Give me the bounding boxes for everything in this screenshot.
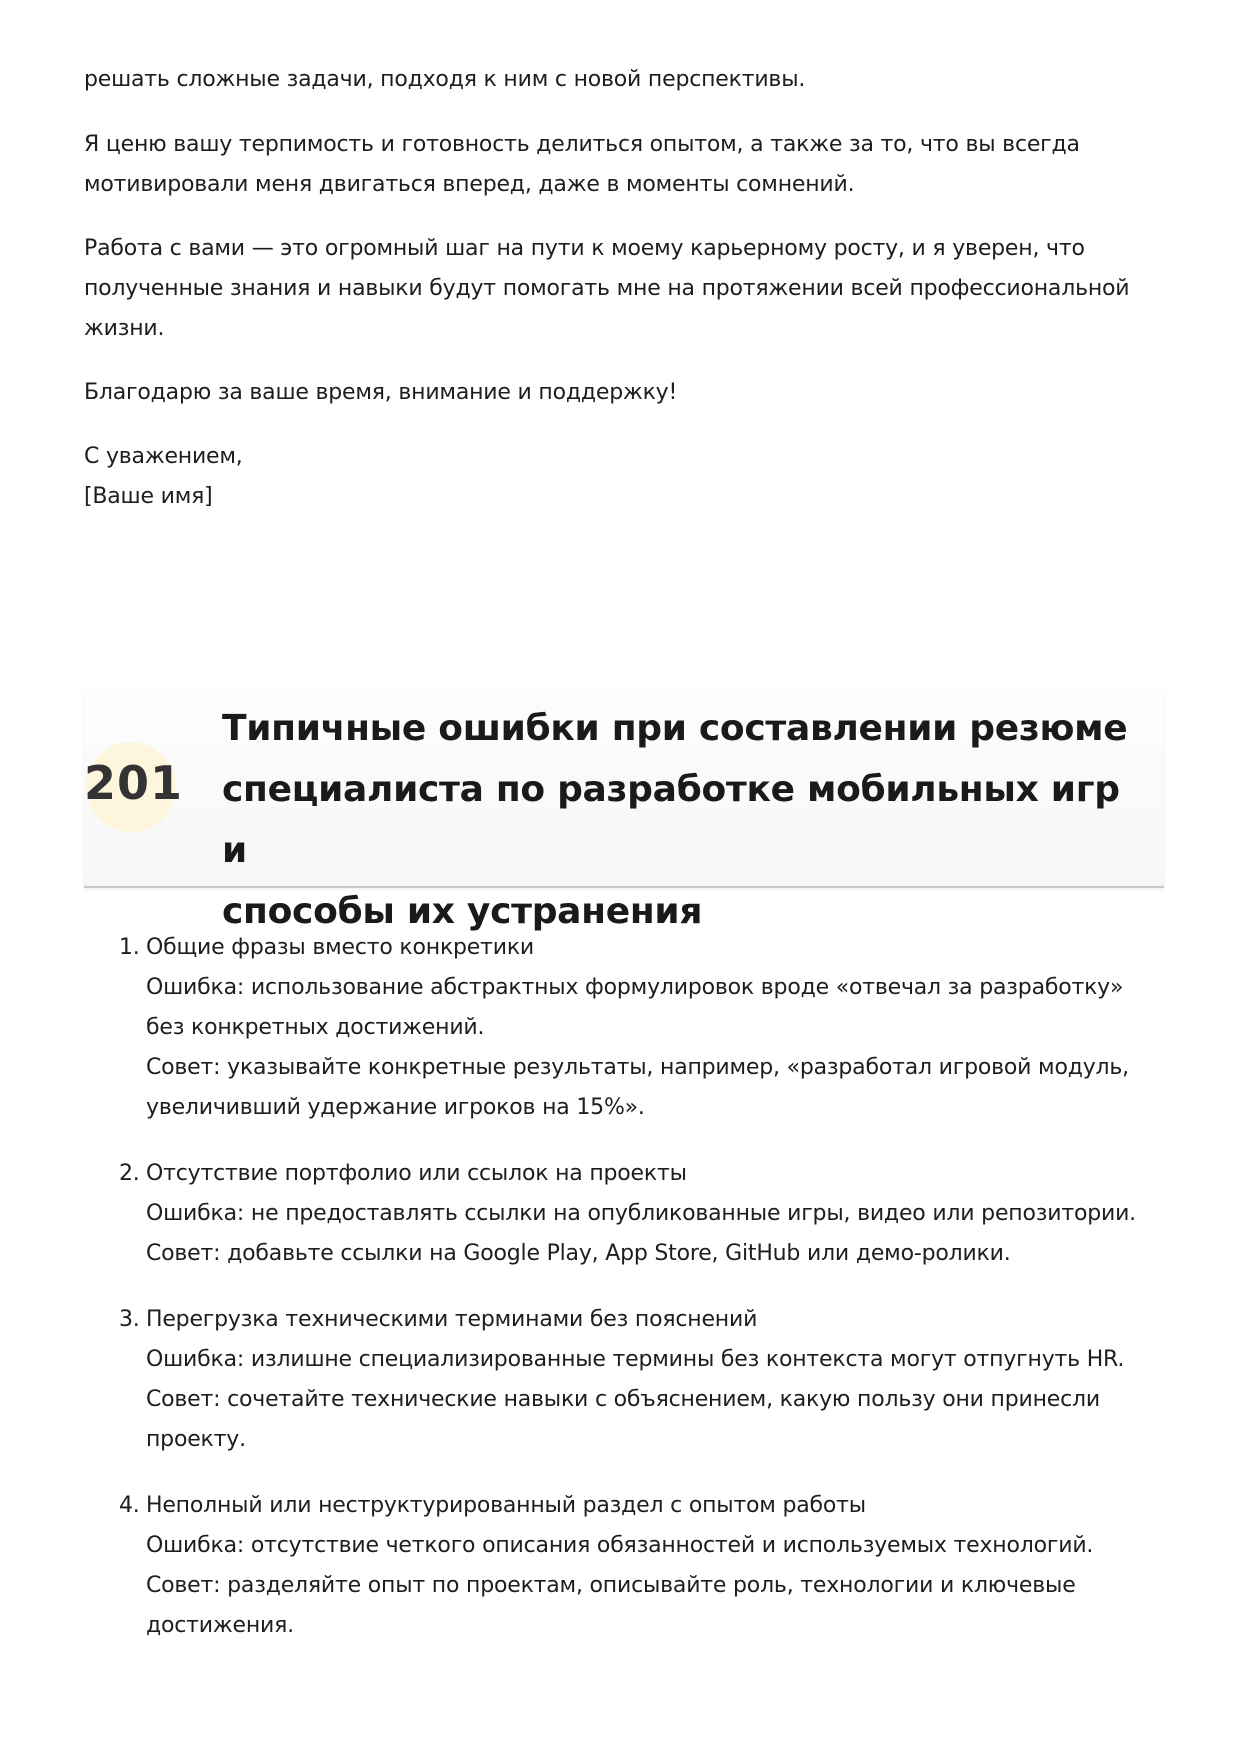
list-item-title: Неполный или неструктурированный раздел с опытом работы (146, 1493, 866, 1518)
list-item-line: Совет: указывайте конкретные результаты, например, «разработал игровой модуль, (146, 1055, 1129, 1080)
list-item-line: достижения. (146, 1613, 294, 1638)
section-number: 201 (84, 756, 184, 810)
list-item (84, 928, 1164, 1128)
intro-p1-text: решать сложные задачи, подходя к ним с новой перспективы. (84, 67, 806, 92)
list-item-line: Совет: разделяйте опыт по проектам, описывайте роль, технологии и ключевые (146, 1573, 1076, 1598)
list-item-line: Совет: сочетайте технические навыки с объяснением, какую пользу они принесли (146, 1387, 1100, 1412)
section-title-line-2: специалиста по разработке мобильных игр и (222, 769, 1120, 871)
list-item-line: Ошибка: не предоставлять ссылки на опубликованные игры, видео или репозитории. (146, 1201, 1136, 1226)
list-item-number: 2. (119, 1161, 140, 1186)
intro-p2-line-1: Я ценю вашу терпимость и готовность делиться опытом, а также за то, что вы всегда (84, 132, 1080, 157)
list-item-number: 3. (119, 1307, 140, 1332)
list-item-line: Совет: добавьте ссылки на Google Play, App Store, GitHub или демо-ролики. (146, 1241, 1011, 1266)
intro-p2-line-2: мотивировали меня двигаться вперед, даже в моменты сомнений. (84, 172, 855, 197)
list-item (84, 1486, 1164, 1646)
list-item-title: Отсутствие портфолио или ссылок на проекты (146, 1161, 687, 1186)
signoff-text: С уважением, (84, 444, 243, 469)
mistakes-list (84, 928, 1164, 1672)
list-item-number: 4. (119, 1493, 140, 1518)
signature-placeholder: [Ваше имя] (84, 484, 213, 509)
intro-paragraph-1 (84, 60, 1164, 100)
section-title (222, 698, 1152, 942)
list-item-line: увеличивший удержание игроков на 15%». (146, 1095, 645, 1120)
list-item-line: проекту. (146, 1427, 246, 1452)
intro-p3-line-3: жизни. (84, 316, 165, 341)
intro-p4-text: Благодарю за ваше время, внимание и поддержку! (84, 380, 678, 405)
list-item-number: 1. (119, 935, 140, 960)
intro-paragraph-3 (84, 229, 1164, 349)
list-item-line: без конкретных достижений. (146, 1015, 485, 1040)
list-item-title: Общие фразы вместо конкретики (146, 935, 535, 960)
section-header (84, 690, 1164, 932)
intro-p3-line-2: полученные знания и навыки будут помогать мне на протяжении всей профессиональной (84, 276, 1130, 301)
list-item (84, 1154, 1164, 1274)
list-item-line: Ошибка: использование абстрактных формулировок вроде «отвечал за разработку» (146, 975, 1124, 1000)
section-title-line-3: способы их устранения (222, 891, 703, 932)
intro-p3-line-1: Работа с вами — это огромный шаг на пути к моему карьерному росту, и я уверен, что (84, 236, 1085, 261)
signoff-block (84, 437, 1164, 517)
list-item (84, 1300, 1164, 1460)
section-title-line-1: Типичные ошибки при составлении резюме (222, 708, 1128, 749)
list-item-title: Перегрузка техническими терминами без пояснений (146, 1307, 758, 1332)
intro-paragraph-4 (84, 373, 1164, 413)
list-item-line: Ошибка: отсутствие четкого описания обязанностей и используемых технологий. (146, 1533, 1094, 1558)
list-item-line: Ошибка: излишне специализированные термины без контекста могут отпугнуть HR. (146, 1347, 1125, 1372)
intro-paragraph-2 (84, 125, 1164, 205)
